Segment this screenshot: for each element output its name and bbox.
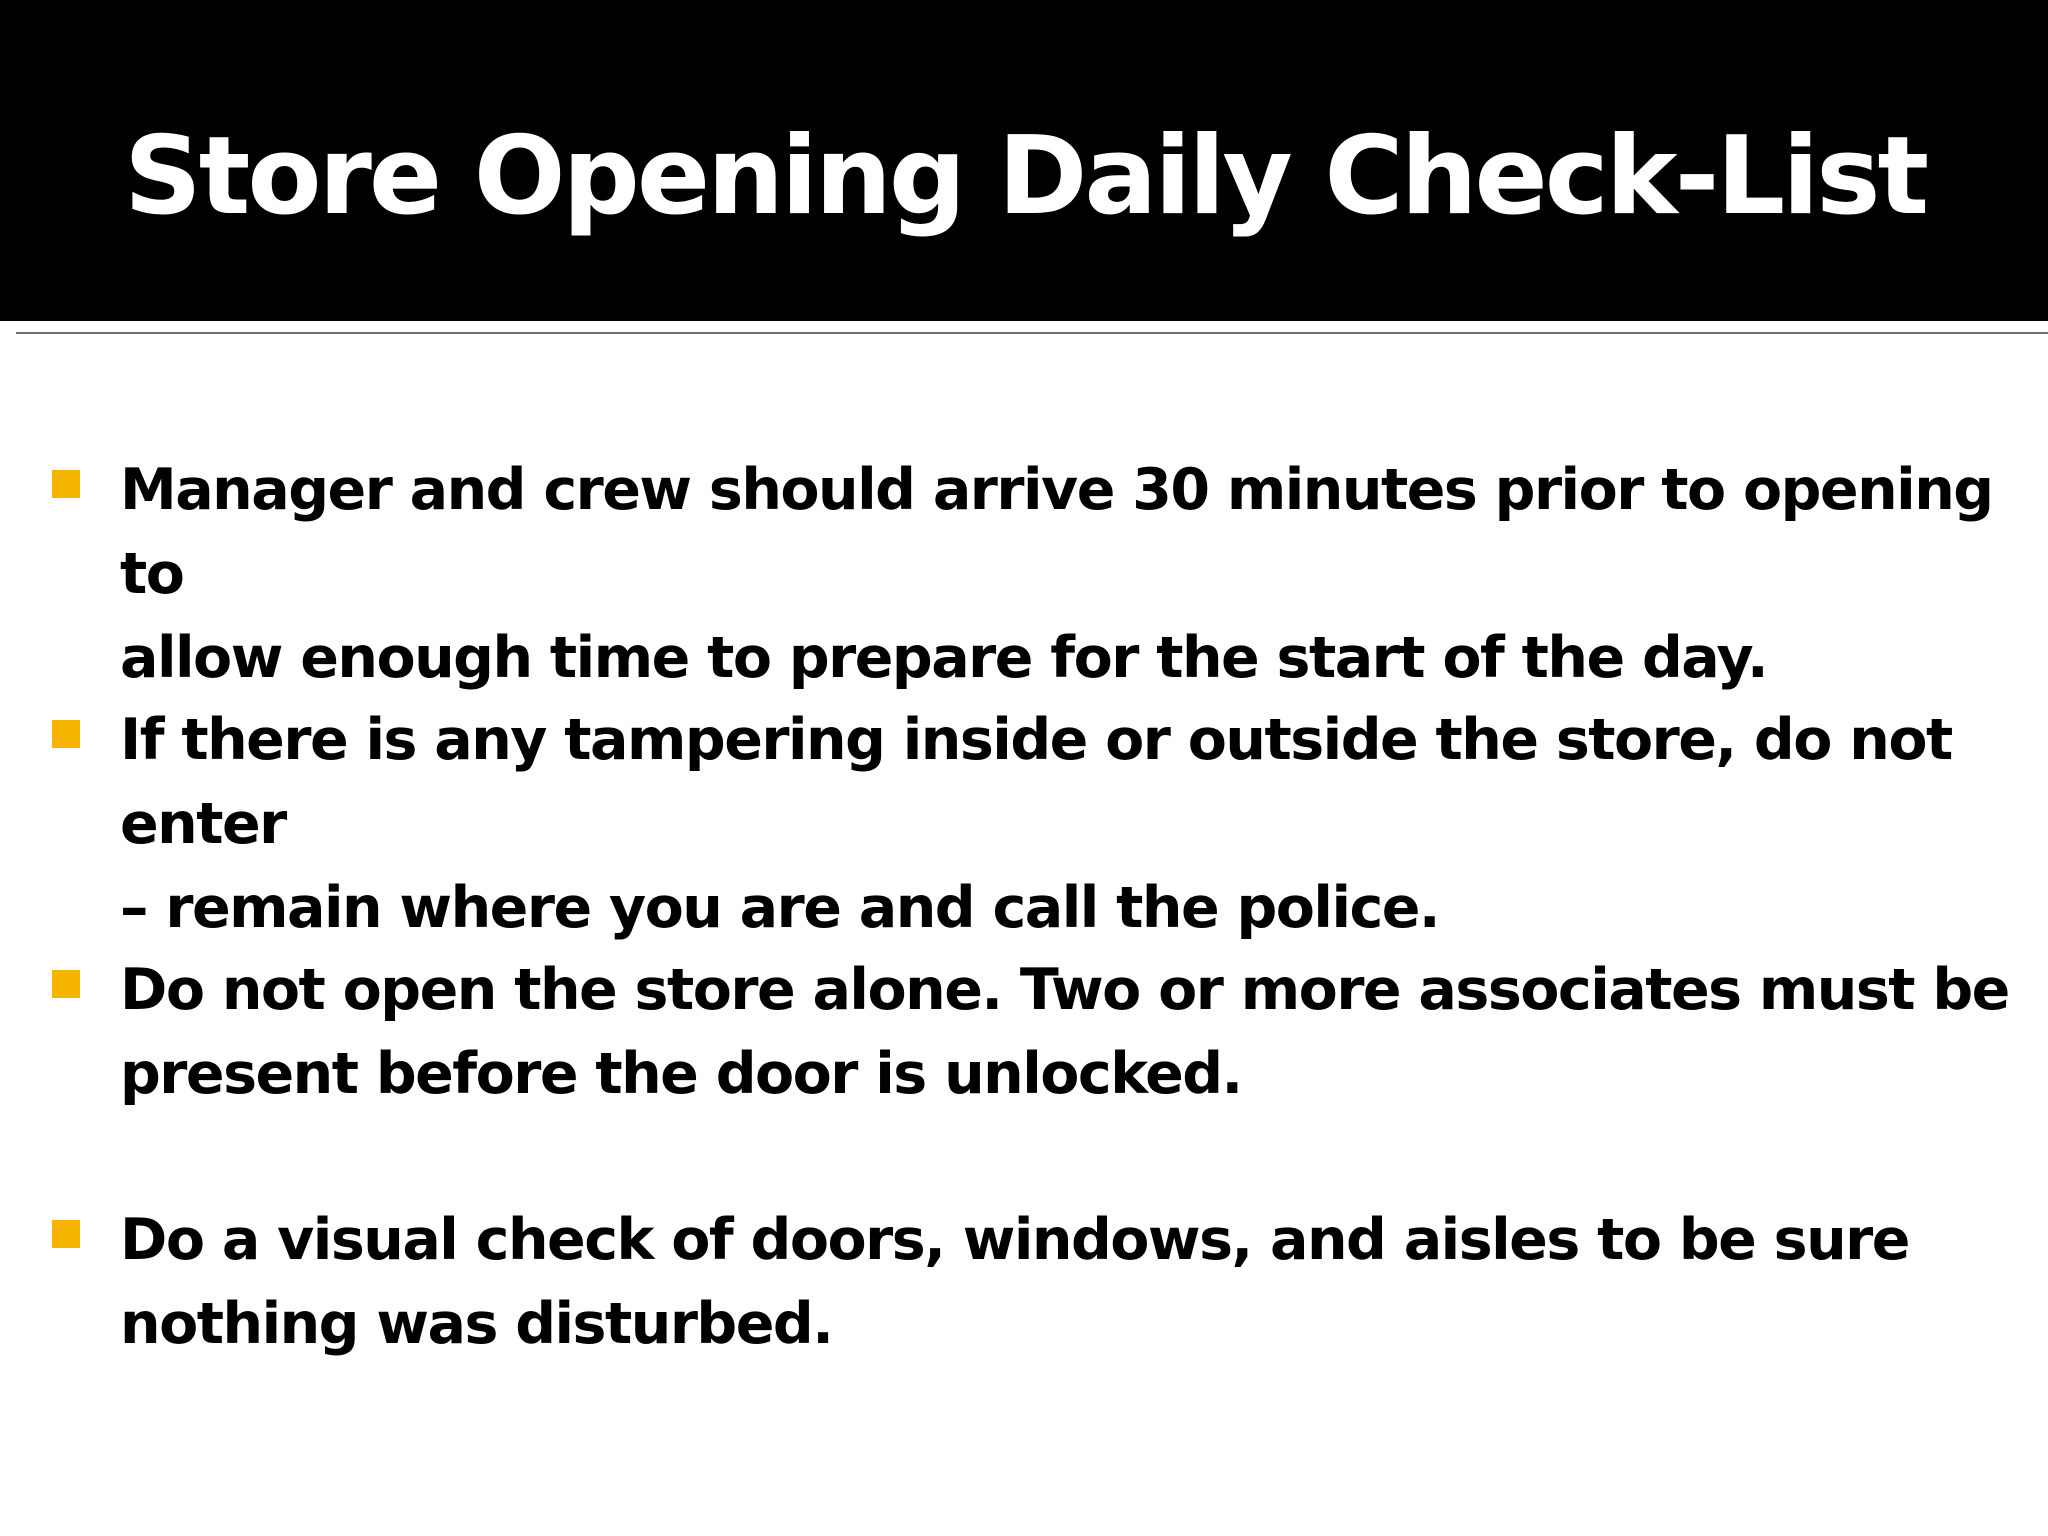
bullet-text: If there is any tampering inside or outside the store, do not enter – remain where you are and call the police. bbox=[120, 707, 1952, 941]
title-divider bbox=[16, 332, 2048, 334]
square-bullet-icon bbox=[52, 1220, 80, 1248]
square-bullet-icon bbox=[52, 970, 80, 998]
square-bullet-icon bbox=[52, 470, 80, 498]
bullet-text: Do not open the store alone. Two or more associates must be present before the door is unlocked. bbox=[120, 957, 2009, 1107]
title-band bbox=[0, 0, 2048, 321]
square-bullet-icon bbox=[52, 720, 80, 748]
bullet-text: Do a visual check of doors, windows, and aisles to be sure nothing was disturbed. bbox=[120, 1207, 1909, 1357]
bullet-text: Manager and crew should arrive 30 minutes prior to opening to allow enough time to prepare for the start of the day. bbox=[120, 457, 1993, 691]
slide-title: Store Opening Daily Check-List bbox=[124, 114, 1927, 239]
